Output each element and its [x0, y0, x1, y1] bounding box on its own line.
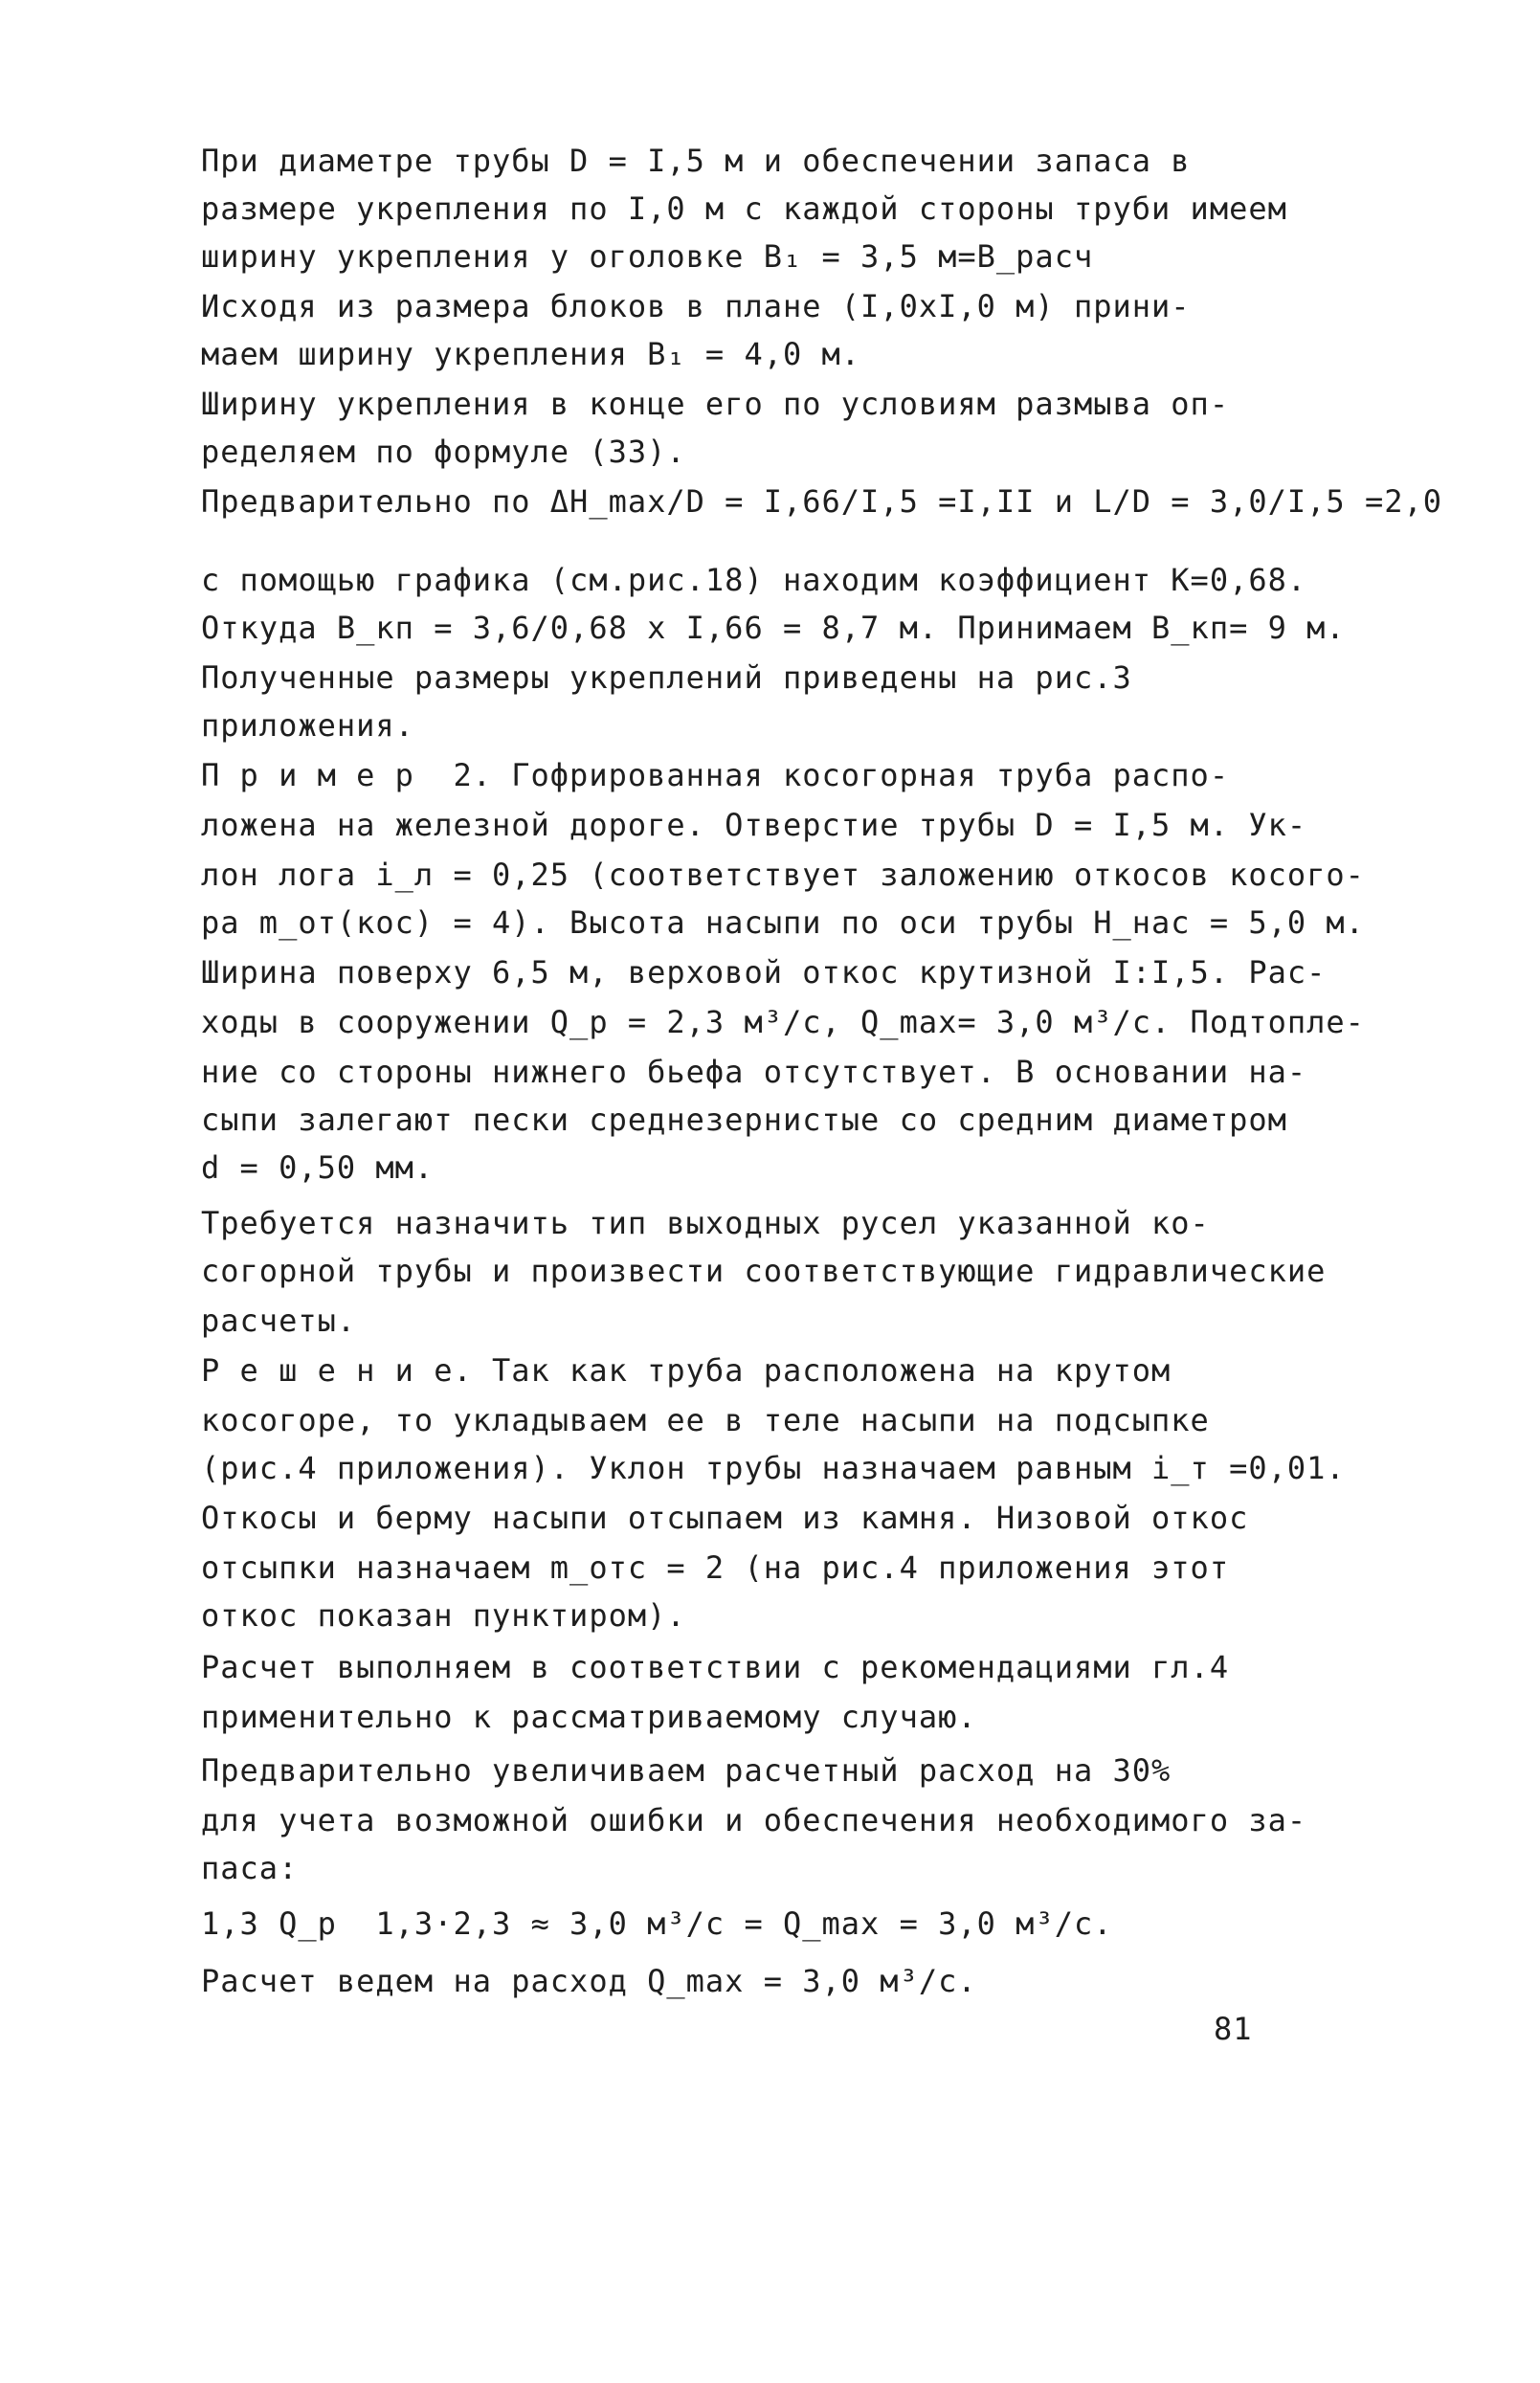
text-line: Откуда B_кп = 3,6/0,68 x I,66 = 8,7 м. Принимаем B_кп= 9 м.: [201, 610, 1346, 646]
text-line: применительно к рассматриваемому случаю.: [201, 1699, 977, 1735]
text-line: ределяем по формуле (33).: [201, 434, 686, 470]
text-line: Расчет выполняем в соответствии с рекомендациями гл.4: [201, 1649, 1230, 1685]
text-line: откос показан пунктиром).: [201, 1597, 686, 1634]
text-line: Полученные размеры укреплений приведены на рис.3: [201, 659, 1132, 696]
text-line: ние со стороны нижнего бьефа отсутствует. В основании на-: [201, 1054, 1307, 1090]
text-line: Предварительно по ΔH_max/D = I,66/I,5 =I,II и L/D = 3,0/I,5 =2,0: [201, 483, 1442, 520]
text-line: Исходя из размера блоков в плане (I,0xI,0 м) прини-: [201, 288, 1191, 324]
text-line: Требуется назначить тип выходных русел указанной ко-: [201, 1205, 1210, 1241]
text-line: ходы в сооружении Q_р = 2,3 м³/с, Q_max= 3,0 м³/с. Подтопле-: [201, 1004, 1365, 1040]
text-line: П р и м е р 2. Гофрированная косогорная труба распо-: [201, 757, 1230, 793]
text-line: маем ширину укрепления B₁ = 4,0 м.: [201, 336, 861, 372]
text-line: отсыпки назначаем m_отс = 2 (на рис.4 приложения этот: [201, 1549, 1230, 1586]
text-line: ложена на железной дороге. Отверстие трубы D = I,5 м. Ук-: [201, 807, 1307, 843]
page-number: 81: [1214, 2011, 1253, 2047]
text-line: Ширину укрепления в конце его по условиям размыва оп-: [201, 386, 1230, 422]
text-line: Расчет ведем на расход Q_max = 3,0 м³/с.: [201, 1963, 977, 1999]
text-line: расчеты.: [201, 1303, 357, 1339]
text-line: Р е ш е н и е. Так как труба расположена на крутом: [201, 1352, 1172, 1389]
text-line: d = 0,50 мм.: [201, 1149, 435, 1186]
text-line: размере укрепления по I,0 м с каждой стороны труби имеем: [201, 190, 1287, 227]
text-line: Откосы и берму насыпи отсыпаем из камня. Низовой откос: [201, 1500, 1249, 1536]
text-line: приложения.: [201, 707, 414, 744]
text-line: для учета возможной ошибки и обеспечения необходимого за-: [201, 1802, 1307, 1838]
text-line: с помощью графика (см.рис.18) находим коэффициент K=0,68.: [201, 562, 1307, 598]
text-line: паса:: [201, 1850, 299, 1886]
text-line: (рис.4 приложения). Уклон трубы назначаем равным i_т =0,01.: [201, 1450, 1346, 1486]
text-line: косогоре, то укладываем ее в теле насыпи на подсыпке: [201, 1402, 1210, 1438]
text-line: 1,3 Q_р 1,3·2,3 ≈ 3,0 м³/с = Q_max = 3,0 м³/с.: [201, 1905, 1113, 1942]
text-line: ра m_от(кос) = 4). Высота насыпи по оси трубы H_нас = 5,0 м.: [201, 904, 1365, 941]
text-line: сыпи залегают пески среднезернистые со средним диаметром: [201, 1102, 1287, 1138]
text-line: лон лога i_л = 0,25 (соответствует заложению откосов косого-: [201, 857, 1365, 893]
text-line: ширину укрепления у оголовке B₁ = 3,5 м=B_расч: [201, 238, 1094, 275]
text-line: согорной трубы и произвести соответствующие гидравлические: [201, 1253, 1327, 1289]
text-line: Ширина поверху 6,5 м, верховой откос крутизной I:I,5. Рас-: [201, 954, 1327, 991]
text-line: При диаметре трубы D = I,5 м и обеспечении запаса в: [201, 143, 1191, 179]
text-line: Предварительно увеличиваем расчетный расход на 30%: [201, 1752, 1172, 1789]
